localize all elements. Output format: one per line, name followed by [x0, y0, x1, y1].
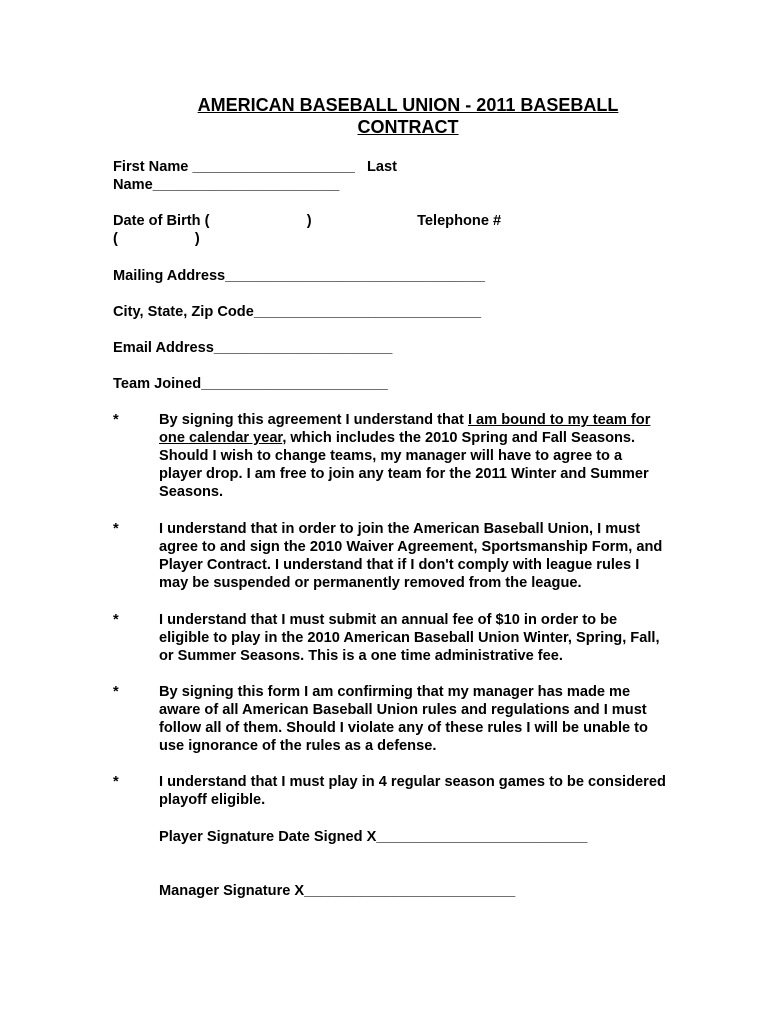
- title-line-1: AMERICAN BASEBALL UNION - 2011 BASEBALL: [197, 95, 619, 115]
- bullet-marker: *: [113, 521, 119, 537]
- city-state-zip-field[interactable]: City, State, Zip Code____________________________: [113, 304, 482, 320]
- title-line-2: CONTRACT: [357, 117, 459, 137]
- term-text: , which includes the 2010 Spring and Fall Seasons. Should I wish to change teams, my manager will have to agree to a player drop. I am free to join any team for the 2011 Winter and Summer Seasons.: [159, 430, 649, 500]
- term-underlined-text: I am bound to my team for one calendar year: [159, 412, 651, 446]
- term-item: By signing this form I am confirming that my manager has made me aware of all American Baseball Union rules and regulations and I must follow all of them. Should I violate any of these rules I will be unable to use ignorance of the rules as a defense.: [159, 684, 648, 754]
- term-item: I understand that I must play in 4 regular season games to be considered playoff eligible.: [159, 774, 666, 808]
- telephone-field[interactable]: ( ): [113, 231, 200, 247]
- email-address-field[interactable]: Email Address______________________: [113, 340, 393, 356]
- term-item: [159, 411, 669, 501]
- player-signature-field[interactable]: Player Signature Date Signed X__________________________: [159, 829, 588, 845]
- team-joined-field[interactable]: Team Joined_______________________: [113, 376, 388, 392]
- term-item: I understand that I must submit an annual fee of $10 in order to be eligible to play in the 2010 American Baseball Union Winter, Spring, Fall, or Summer Seasons. This is a one time administrative fee.: [159, 612, 660, 664]
- term-item: I understand that in order to join the American Baseball Union, I must agree to and sign the 2010 Waiver Agreement, Sportsmanship Form, and Player Contract. I understand that if I don't comply with league rules I may be suspended or permanently removed from the league.: [159, 521, 663, 591]
- bullet-marker: *: [113, 684, 119, 700]
- last-name-field[interactable]: Name_______________________: [113, 177, 340, 193]
- term-text: By signing this agreement I understand that: [159, 412, 468, 428]
- bullet-marker: *: [113, 412, 119, 428]
- date-of-birth-field[interactable]: Date of Birth ( ) Telephone #: [113, 213, 502, 229]
- first-name-field[interactable]: First Name ____________________ Last: [113, 159, 397, 175]
- bullet-marker: *: [113, 612, 119, 628]
- document-title: [160, 94, 656, 138]
- manager-signature-field[interactable]: Manager Signature X__________________________: [159, 883, 516, 899]
- mailing-address-field[interactable]: Mailing Address________________________________: [113, 268, 485, 284]
- bullet-marker: *: [113, 774, 119, 790]
